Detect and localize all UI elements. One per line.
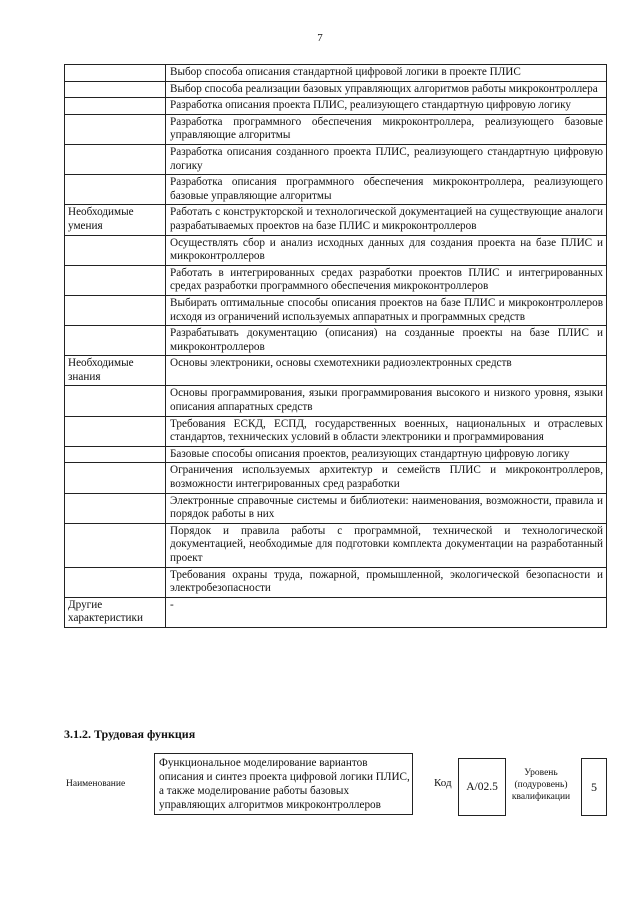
table-row	[65, 326, 607, 356]
value-cell: Базовые способы описания проектов, реализующих стандартную цифровую логику	[166, 446, 607, 463]
category-cell-skills: Необходимые умения	[65, 205, 166, 235]
value-cell: Основы электроники, основы схемотехники радиоэлектронных средств	[166, 356, 607, 386]
category-cell	[65, 446, 166, 463]
category-cell	[65, 98, 166, 115]
table-row	[65, 597, 607, 627]
category-cell	[65, 144, 166, 174]
level-box	[581, 758, 607, 816]
category-cell	[65, 416, 166, 446]
function-name-box: Функциональное моделирование вариантов описания и синтез проекта цифровой логики ПЛИС, а также моделирование работы базовых управляющих алгоритмов микроконтроллеров	[154, 753, 413, 815]
value-cell: Работать с конструкторской и технологической документацией на существующие аналоги разрабатываемых проектов на базе ПЛИС и микроконтроллеров	[166, 205, 607, 235]
value-cell: Требования ЕСКД, ЕСПД, государственных военных, национальных и отраслевых стандартов, технических условий в области электроники и программирования	[166, 416, 607, 446]
table-row	[65, 356, 607, 386]
table-row	[65, 265, 607, 295]
value-cell: Требования охраны труда, пожарной, промышленной, экологической безопасности и электробезопасности	[166, 567, 607, 597]
section-heading: 3.1.2. Трудовая функция	[64, 727, 196, 741]
value-cell: Выбор способа описания стандартной цифровой логики в проекте ПЛИС	[166, 65, 607, 82]
table-row	[65, 386, 607, 416]
category-cell	[65, 81, 166, 98]
value-cell: Порядок и правила работы с программной, технической и технологической документацией, необходимые для подготовки комплекта документации на разработанный проект	[166, 523, 607, 567]
table-row	[65, 98, 607, 115]
level-value: 5	[591, 779, 597, 794]
value-cell: Электронные справочные системы и библиотеки: наименования, возможности, правила и порядок работы в них	[166, 493, 607, 523]
value-cell: Разработка описания созданного проекта ПЛИС, реализующего стандартную цифровую логику	[166, 144, 607, 174]
table-row	[65, 144, 607, 174]
table-row	[65, 205, 607, 235]
value-cell: Разработка описания программного обеспечения микроконтроллера, реализующего базовые управляющие алгоритмы	[166, 175, 607, 205]
table-row	[65, 114, 607, 144]
category-cell	[65, 265, 166, 295]
value-cell: Выбирать оптимальные способы описания проектов на базе ПЛИС и микроконтроллеров исходя из ограничений используемых аппаратных и программных средств	[166, 295, 607, 325]
name-label: Наименование	[66, 779, 126, 789]
category-cell	[65, 523, 166, 567]
value-cell: -	[166, 597, 607, 627]
value-cell: Разработка описания проекта ПЛИС, реализующего стандартную цифровую логику	[166, 98, 607, 115]
page-number: 7	[317, 32, 323, 44]
category-cell	[65, 65, 166, 82]
code-value: A/02.5	[466, 781, 498, 793]
category-cell	[65, 386, 166, 416]
table-row	[65, 81, 607, 98]
table-row	[65, 446, 607, 463]
table-row	[65, 567, 607, 597]
category-cell	[65, 235, 166, 265]
code-label: Код	[434, 777, 452, 789]
category-cell	[65, 463, 166, 493]
category-cell	[65, 114, 166, 144]
table-row	[65, 295, 607, 325]
table-row	[65, 523, 607, 567]
value-cell: Ограничения используемых архитектур и семейств ПЛИС и микроконтроллеров, возможности интегрированных сред разработки	[166, 463, 607, 493]
table-row	[65, 493, 607, 523]
level-label: Уровень (подуровень) квалификации	[511, 768, 571, 802]
category-cell	[65, 326, 166, 356]
category-cell	[65, 493, 166, 523]
value-cell: Работать в интегрированных средах разработки проектов ПЛИС и интегрированных средах разработки программного обеспечения микроконтроллеров	[166, 265, 607, 295]
category-cell	[65, 175, 166, 205]
category-cell	[65, 295, 166, 325]
value-cell: Разработка программного обеспечения микроконтроллера, реализующего базовые управляющие алгоритмы	[166, 114, 607, 144]
value-cell: Основы программирования, языки программирования высокого и низкого уровня, языки описания аппаратных средств	[166, 386, 607, 416]
category-cell-other: Другие характеристики	[65, 597, 166, 627]
table-row	[65, 235, 607, 265]
category-cell	[65, 567, 166, 597]
table-row	[65, 416, 607, 446]
table-row	[65, 175, 607, 205]
table-row	[65, 463, 607, 493]
value-cell: Осуществлять сбор и анализ исходных данных для создания проекта на базе ПЛИС и микроконтроллеров	[166, 235, 607, 265]
competency-table	[64, 64, 607, 628]
value-cell: Выбор способа реализации базовых управляющих алгоритмов работы микроконтроллера	[166, 81, 607, 98]
code-box	[458, 758, 506, 816]
value-cell: Разрабатывать документацию (описания) на созданные проекты на базе ПЛИС и микроконтроллеров	[166, 326, 607, 356]
table-row	[65, 65, 607, 82]
category-cell-knowledge: Необходимые знания	[65, 356, 166, 386]
